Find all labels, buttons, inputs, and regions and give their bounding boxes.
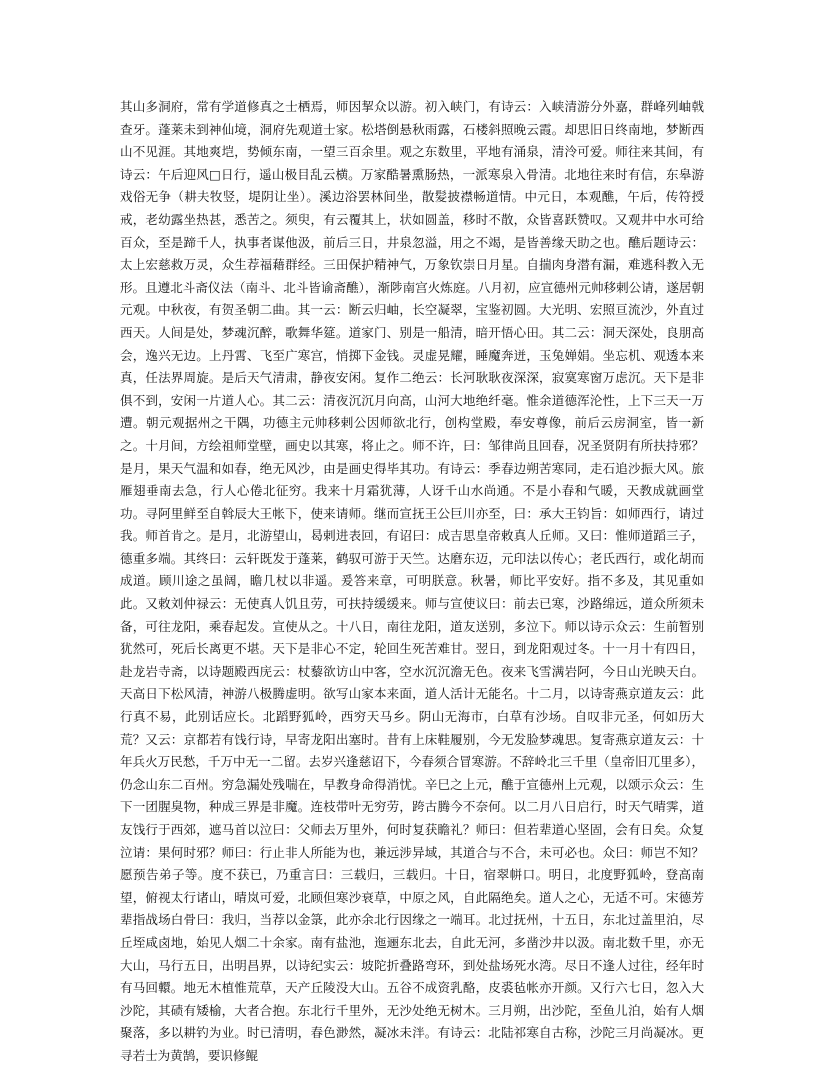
document-body-text: 其山多洞府，常有学道修真之士栖焉，师因挈众以游。初入峡门，有诗云：入峡清游分外嘉，群峰列岫戟查牙。蓬莱未到神仙境，洞府先观道士家。松塔倒悬秋雨露，石楼斜照晚云霞。却思旧日终南地，梦断西山不见涯。其地爽垲，势倾东南，一望三百余里。观之东数里，平地有涌泉，清泠可爱。师往来其间，有诗云：午后迎风□日行，遥山极目乱云横。万家酷暑熏肠热，一派寒泉入骨清。北地往来时有信，东皋游戏俗无争（耕夫牧竖，堤阴让坐）。溪边浴罢林间坐，散髪披襟畅道情。中元日，本观醮，午后，传符授戒，老幼露坐热甚，悉苦之。须臾，有云覆其上，状如圆盖，移时不散，众皆喜跃赞叹。又观井中水可给百众，至是蹄千人，执事者谋他汲，前后三日，井泉忽溢，用之不竭，是皆善缘天助之也。醮后题诗云：太上宏慈救万灵，众生荐福藉群经。三田保护精神气，万象钦崇日月星。自揣肉身潜有漏，难逃科教入无形。且遵北斗斋仪法（南斗、北斗皆谕斋醮），渐陟南宫火炼庭。八月初，应宣德州元帅移剌公请，遂居朝元观。中秋夜，有贺圣朝二曲。其一云：断云归岫，长空凝翠，宝鉴初圆。大光明、宏照亘流沙，外直过西天。人间是处，梦魂沉醉，歌舞华筵。道家门、别是一船清，暗开悟心田。其二云：洞天深处，良朋高会，逸兴无边。上丹霄、飞至广寒宫，悄掷下金钱。灵虚晃耀，睡魔奔迸，玉兔婵娟。坐忘机、观透本来真，任法界周旋。是后天气清肃，静夜安闲。复作二绝云：长河耿耿夜深深，寂寞寒窗万虑沉。天下是非俱不到，安闲一片道人心。其二云：清夜沉沉月向高，山河大地绝纤毫。惟余道德浑沦性，上下三天一万遭。朝元观据州之干隅，功德主元帅移剌公因师欲北行，创构堂殿，奉安尊像，前后云房洞室，皆一新之。十月间，方绘祖师堂壁，画史以其寒，将止之。师不许，曰：邹律尚且回春，况圣贤阴有所扶持邪？是月，果天气温和如春，绝无风沙，由是画史得毕其功。有诗云：季春边朔苦寒同，走石追沙振大风。旅雁翅垂南去急，行人心倦北征穷。我来十月霜犹薄，人讶千山水尚通。不是小春和气暖，天教成就画堂功。寻阿里鲜至自斡辰大王帐下，使来请师。继而宣抚王公巨川亦至，曰：承大王钧旨：如师西行，请过我。师首肯之。是月，北游望山，曷剌进表回，有诏曰：成吉思皇帝敕真人丘师。又曰：惟师道蹈三子，德重多端。其终曰：云轩既发于蓬莱，鹤驭可游于天竺。达磨东迈，元印法以传心；老氏西行，或化胡而成道。顾川途之虽阔，瞻几杖以非遥。爰答来章，可明朕意。秋暑，师比平安好。指不多及，其见重如此。又敕刘仲禄云：无使真人饥且劳，可扶持缓缓来。师与宣使议曰：前去已寒，沙路绵远，道众所须未备，可往龙阳，乘春起发。宣使从之。十八日，南往龙阳，道友送别，多泣下。师以诗示众云：生前暂别犹然可，死后长离更不堪。天下是非心不定，轮回生死苦难甘。翌日，到龙阳观过冬。十一月十有四日，赴龙岩寺斋，以诗题殿西庑云：杖藜欲访山中客，空水沉沉澹无色。夜来飞雪满岩阿，今日山光映天白。天高日下松风清，神游八极腾虚明。欲写山家本来面，道人活计无能名。十二月，以诗寄燕京道友云：此行真不易，此别话应长。北蹈野狐岭，西穷天马乡。阴山无海市，白草有沙场。自叹非元圣，何如历大荒？又云：京都若有饯行诗，早寄龙阳出塞时。昔有上床鞋履别，今无发脸梦魂思。复寄燕京道友云：十年兵火万民愁，千万中无一二留。去岁兴逢慈诏下，今春须合冒寒游。不辞岭北三千里（皇帝旧兀里多），仍念山东二百州。穷急漏处残喘在，早教身命得消忧。辛巳之上元，醮于宣德州上元观，以颂示众云：生下一团腥臭物，种成三界是非魔。连枝带叶无穷劳，跨古腾今不奈何。以二月八日启行，时天气晴霁，道友饯行于西郊，遮马首以泣曰：父师去万里外，何时复获瞻礼？师曰：但若辈道心坚固，会有日矣。众复泣请：果何时邪？师曰：行止非人所能为也，兼远涉异域，其道合与不合，未可必也。众曰：师岂不知？愿预告弟子等。度不获已，乃重言曰：三载归，三载归。十日，宿翠帡口。明日，北度野狐岭，登高南望，俯视太行诸山，晴岚可爱，北顾但寒沙衰草，中原之风，自此隔绝矣。道人之心，无适不可。宋德芳辈指战场白骨曰：我归，当荐以金箓，此亦余北行因缘之一端耳。北过抚州，十五日，东北过盖里泊，尽丘垤咸卤地，始见人烟二十余家。南有盐池，迤逦东北去，自此无河，多凿沙井以汲。南北数千里，亦无大山，马行五日，出明昌界，以诗纪实云：坡陀折叠路弯环，到处盐场死水湾。尽日不逢人过往，经年时有马回轘。地无木植惟荒草，天产丘陵没大山。五谷不成资乳酪，皮裘毡帐亦开颜。又行六七日，忽入大沙陀，其碛有矮榆，大者合抱。东北行千里外，无沙处绝无树木。三月朔，出沙陀，至鱼儿泊，始有人烟聚落，多以耕钓为业。时已清明，春色渺然，凝冰未泮。有诗云：北陆祁寒自古称，沙陀三月尚凝冰。更寻若士为黄鹄，要识修鲲 — [120, 99, 704, 1063]
document-page — [120, 96, 704, 1063]
